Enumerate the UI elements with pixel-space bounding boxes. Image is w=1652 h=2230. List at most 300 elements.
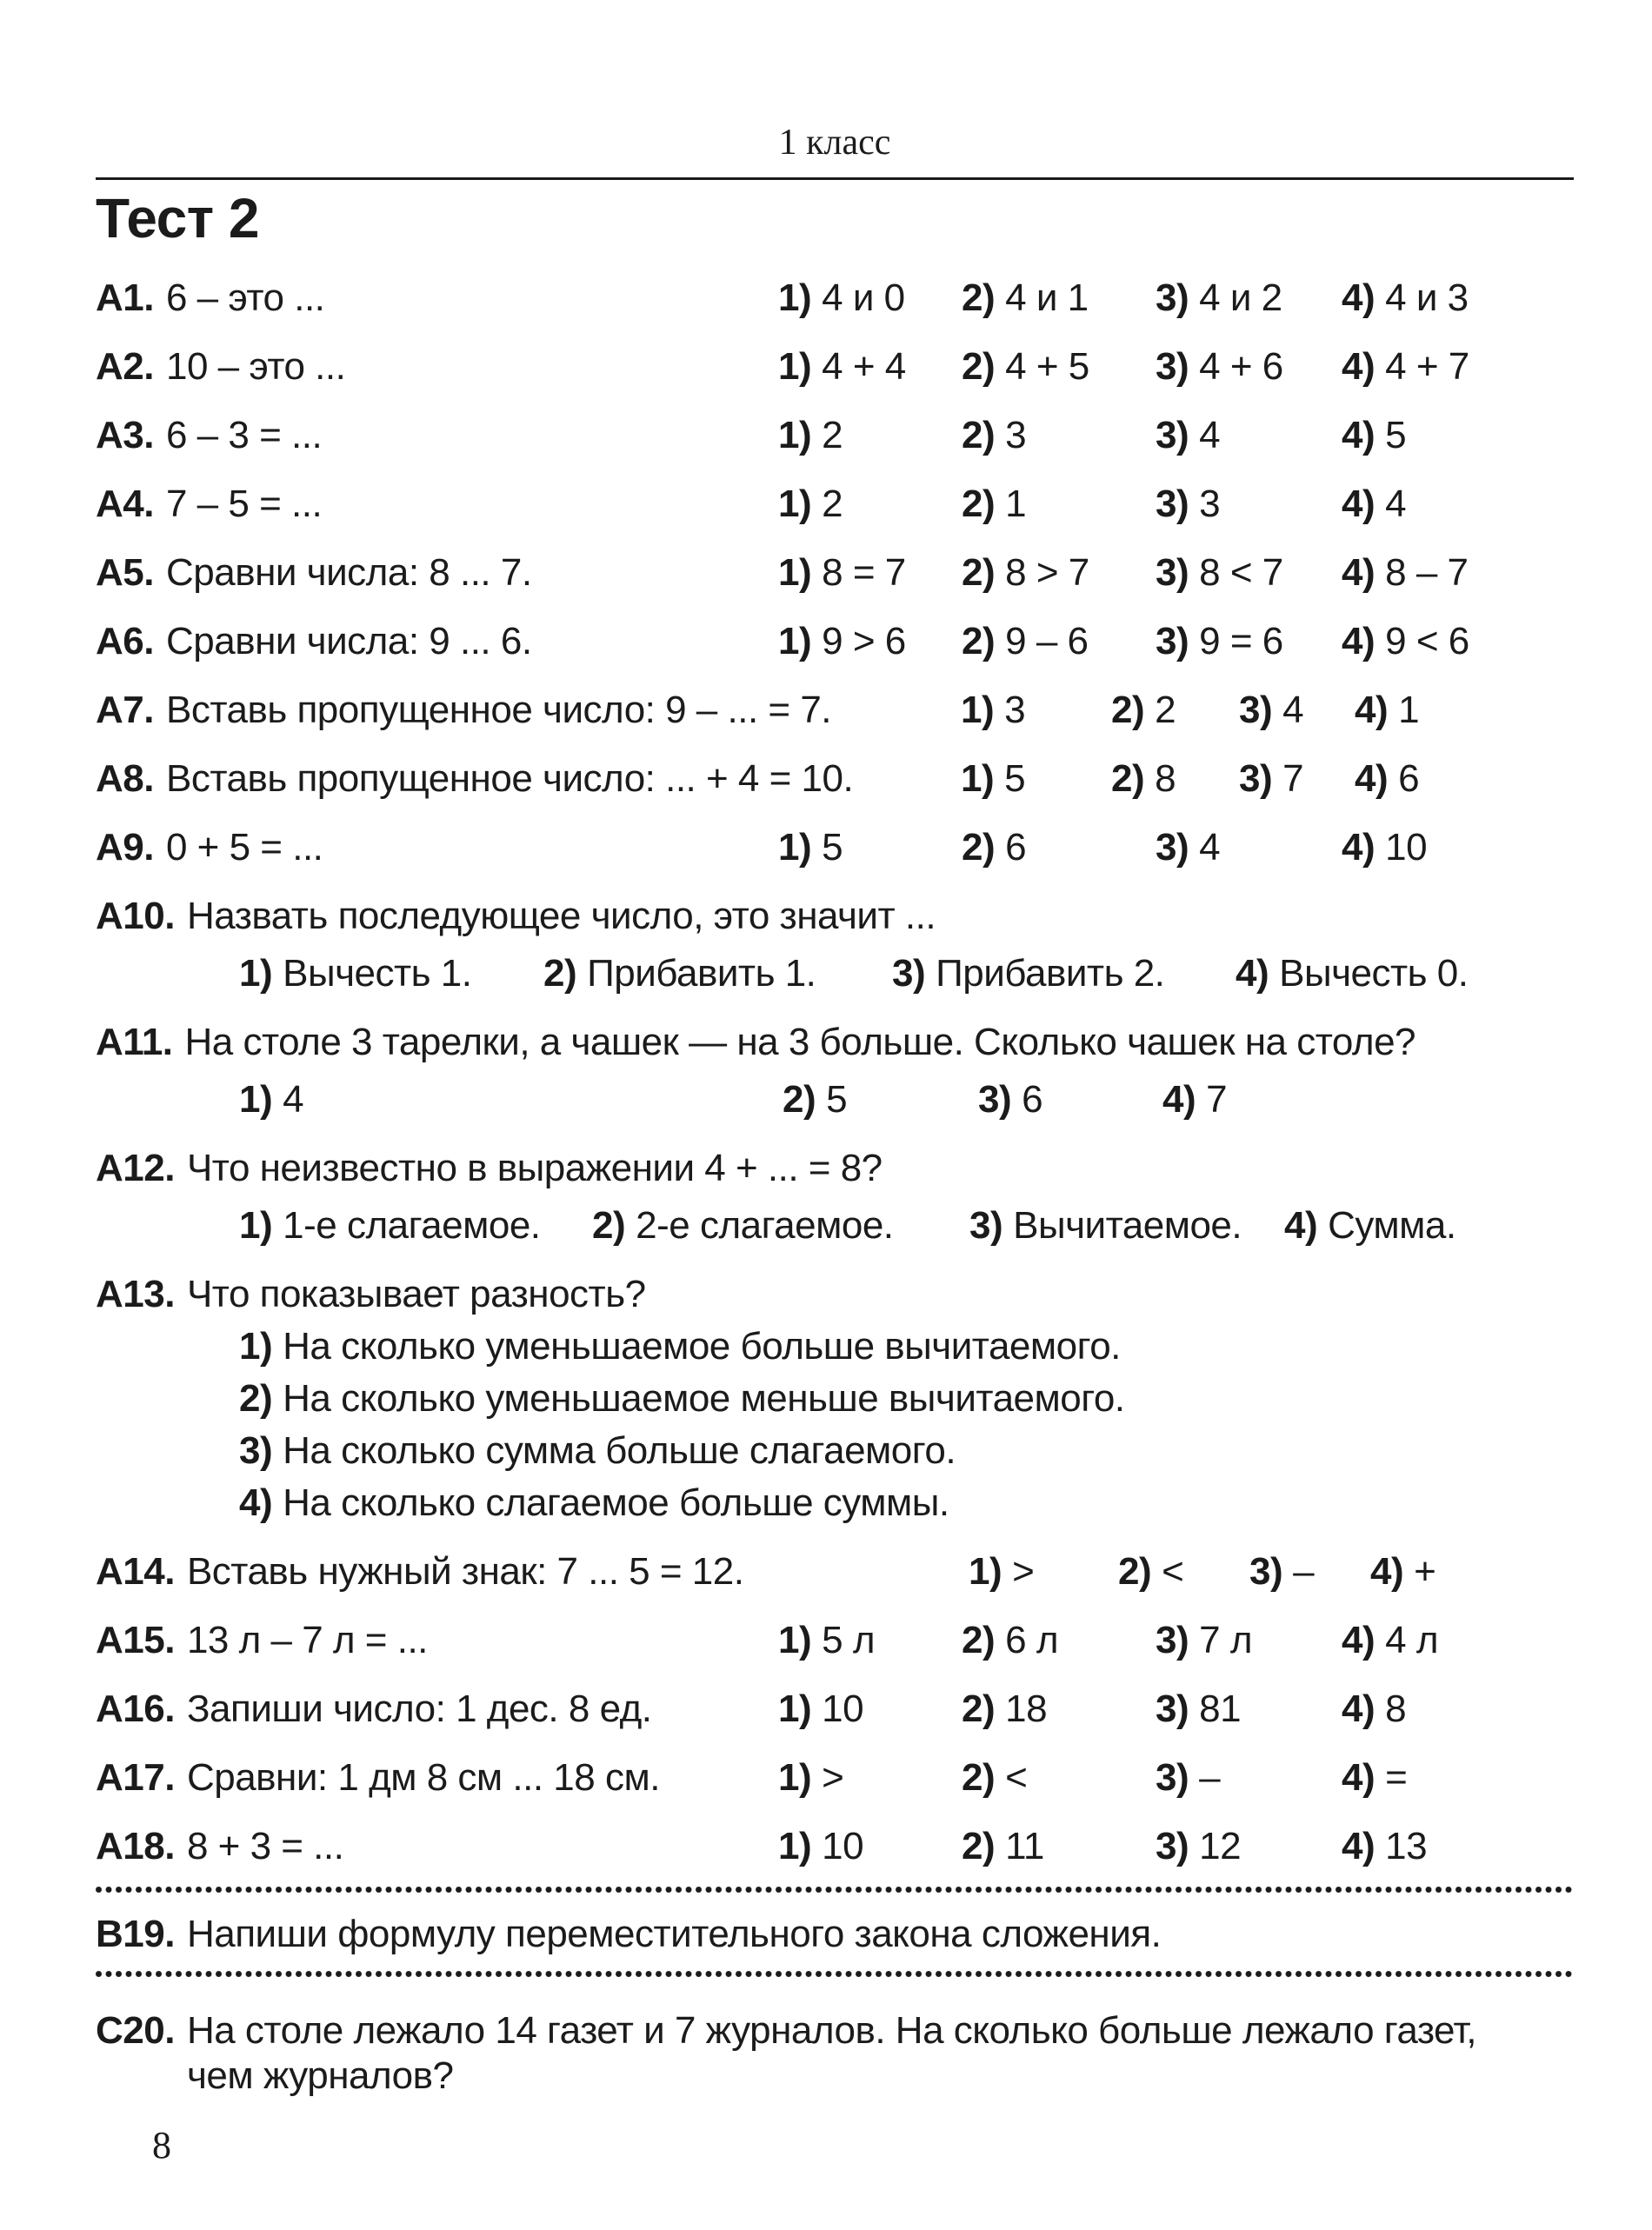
answer-option [1342, 413, 1574, 458]
answer-option [1156, 482, 1342, 527]
question-main [96, 413, 778, 458]
option-marker: 1) [778, 414, 812, 456]
option-text: Вычесть 1. [283, 952, 472, 995]
question-text: 8 + 3 = ... [186, 1825, 344, 1867]
question-text: 10 – это ... [165, 345, 346, 388]
option-marker: 4) [1342, 345, 1376, 388]
question-row-a1 [96, 276, 1574, 321]
question-id: С20. [96, 2009, 175, 2052]
option-marker: 4) [1342, 551, 1376, 594]
question-text: 6 – 3 = ... [165, 414, 323, 456]
answer-option [778, 276, 962, 321]
option-text: Вычитаемое. [1013, 1204, 1242, 1247]
option-marker: 2) [962, 826, 996, 869]
answer-option [592, 1203, 969, 1248]
answer-option [1370, 1549, 1574, 1594]
option-marker: 3) [978, 1078, 1012, 1121]
option-marker: 2) [962, 620, 996, 662]
option-text: 5 [826, 1078, 848, 1121]
option-marker: 4) [1236, 952, 1269, 995]
answer-option [969, 1203, 1284, 1248]
answer-option [1342, 1824, 1574, 1869]
question-main [96, 2008, 1574, 2099]
option-marker: 1) [969, 1550, 1003, 1593]
question-row-a15 [96, 1618, 1574, 1663]
question-id: А3. [96, 414, 154, 456]
answer-option [1249, 1549, 1370, 1594]
question-row-a3 [96, 413, 1574, 458]
answer-option [962, 1687, 1156, 1732]
option-marker: 4) [1162, 1078, 1196, 1121]
answer-option [962, 344, 1156, 389]
option-text: 5 [1004, 757, 1026, 800]
option-marker: 2) [962, 345, 996, 388]
answer-option [778, 344, 962, 389]
answer-option [1156, 1824, 1342, 1869]
option-text: 2 [822, 483, 843, 525]
question-main [96, 894, 1574, 939]
question-row-a18 [96, 1824, 1574, 1869]
option-text: 8 > 7 [1005, 551, 1089, 594]
question-id: А8. [96, 757, 154, 800]
question-text: Запиши число: 1 дес. 8 ед. [186, 1687, 652, 1730]
option-marker: 1) [239, 1204, 273, 1247]
option-marker: 2) [1111, 757, 1145, 800]
option-text: 5 [1385, 414, 1407, 456]
option-marker: 4) [1342, 1687, 1376, 1730]
answer-option [778, 825, 962, 870]
answer-option [1156, 1618, 1342, 1663]
answer-option [962, 1755, 1156, 1801]
question-row-a7 [96, 688, 1574, 733]
answer-option [892, 951, 1236, 996]
answer-option [778, 1687, 962, 1732]
option-marker: 3) [1156, 1825, 1189, 1867]
option-marker: 3) [1156, 551, 1189, 594]
question-main [96, 1912, 1574, 1957]
option-text: 8 = 7 [822, 551, 906, 594]
option-text: 6 [1005, 826, 1027, 869]
option-text: Прибавить 2. [936, 952, 1165, 995]
option-text: 12 [1199, 1825, 1242, 1867]
option-text: 9 – 6 [1005, 620, 1089, 662]
option-text: 7 [1206, 1078, 1228, 1121]
answer-option [778, 413, 962, 458]
option-marker: 3) [1239, 689, 1273, 731]
option-marker: 4) [1355, 757, 1389, 800]
option-text: 4 л [1385, 1619, 1438, 1661]
question-main [96, 344, 778, 389]
question-main [96, 276, 778, 321]
option-text: < [1005, 1756, 1028, 1799]
question-main [96, 1146, 1574, 1191]
question-row-a5 [96, 550, 1574, 596]
question-main [96, 1272, 1574, 1317]
answer-option [1162, 1077, 1574, 1122]
question-row-a17 [96, 1755, 1574, 1801]
answer-option [1355, 756, 1574, 802]
option-text: 2 [1155, 689, 1176, 731]
option-text: На сколько сумма больше слагаемого. [283, 1429, 956, 1472]
option-marker: 4) [1355, 689, 1389, 731]
option-marker: 4) [1342, 1825, 1376, 1867]
option-marker: 1) [778, 1756, 812, 1799]
question-main [96, 482, 778, 527]
option-marker: 1) [778, 483, 812, 525]
question-id: А13. [96, 1273, 175, 1315]
answer-option [96, 1428, 1574, 1474]
answer-option [1156, 1687, 1342, 1732]
option-text: 18 [1005, 1687, 1048, 1730]
option-marker: 4) [1370, 1550, 1404, 1593]
option-text: + [1414, 1550, 1436, 1593]
option-marker: 4) [1284, 1204, 1318, 1247]
option-text: 5 л [822, 1619, 875, 1661]
option-marker: 4) [239, 1481, 273, 1524]
question-id: А12. [96, 1147, 175, 1189]
page-title: Тест 2 [96, 187, 259, 250]
answer-option [239, 1077, 783, 1122]
answer-option [962, 825, 1156, 870]
option-marker: 2) [962, 483, 996, 525]
question-main [96, 619, 778, 664]
option-text: 8 [1385, 1687, 1407, 1730]
answer-option [1111, 688, 1239, 733]
question-row-a14 [96, 1549, 1574, 1594]
question-id: А11. [96, 1021, 173, 1063]
answer-option [1156, 619, 1342, 664]
question-row-a6 [96, 619, 1574, 664]
question-text: Напиши формулу переместительного закона сложения. [186, 1913, 1162, 1955]
question-id: В19. [96, 1913, 175, 1955]
option-marker: 2) [1111, 689, 1145, 731]
option-marker: 3) [1156, 483, 1189, 525]
question-text: Сравни: 1 дм 8 см ... 18 см. [186, 1756, 660, 1799]
question-id: А14. [96, 1550, 175, 1593]
answer-option [962, 482, 1156, 527]
question-text: Вставь пропущенное число: ... + 4 = 10. [165, 757, 854, 800]
option-marker: 3) [1156, 1756, 1189, 1799]
option-text: 9 = 6 [1199, 620, 1283, 662]
option-text: 4 [283, 1078, 304, 1121]
option-text: 4 [1199, 414, 1221, 456]
option-marker: 2) [543, 952, 577, 995]
option-marker: 4) [1342, 276, 1376, 319]
option-text: 1 [1398, 689, 1420, 731]
answer-option [96, 1324, 1574, 1369]
question-id: А16. [96, 1687, 175, 1730]
option-text: 5 [822, 826, 843, 869]
answer-option [1156, 1755, 1342, 1801]
question-text: Что показывает разность? [186, 1273, 646, 1315]
answer-option [1156, 550, 1342, 596]
question-block-a11 [96, 1020, 1574, 1122]
answer-option [978, 1077, 1162, 1122]
answer-options-line [96, 1077, 1574, 1122]
question-main [96, 756, 961, 802]
question-main [96, 1549, 969, 1594]
question-row-a16 [96, 1687, 1574, 1732]
option-text: 4 и 3 [1385, 276, 1469, 319]
option-marker: 2) [962, 1756, 996, 1799]
option-marker: 3) [1156, 620, 1189, 662]
question-text: Сравни числа: 9 ... 6. [165, 620, 532, 662]
option-marker: 2) [239, 1377, 273, 1420]
question-id: А6. [96, 620, 154, 662]
answer-option [1342, 344, 1574, 389]
option-marker: 3) [1156, 826, 1189, 869]
question-id: А4. [96, 483, 154, 525]
question-row-a2 [96, 344, 1574, 389]
question-id: А17. [96, 1756, 175, 1799]
option-marker: 3) [1239, 757, 1273, 800]
question-main [96, 1755, 778, 1801]
option-text: < [1162, 1550, 1184, 1593]
option-text: 4 и 2 [1199, 276, 1282, 319]
answer-option [1156, 276, 1342, 321]
option-marker: 2) [962, 414, 996, 456]
answer-option [1342, 276, 1574, 321]
option-text: 4 и 1 [1005, 276, 1089, 319]
answer-option [962, 619, 1156, 664]
question-text: Вставь пропущенное число: 9 – ... = 7. [165, 689, 832, 731]
option-text: Вычесть 0. [1279, 952, 1469, 995]
question-row-a8 [96, 756, 1574, 802]
question-block-a10 [96, 894, 1574, 996]
option-text: 9 < 6 [1385, 620, 1469, 662]
option-text: 4 + 6 [1199, 345, 1283, 388]
question-row-a9 [96, 825, 1574, 870]
answer-option [778, 482, 962, 527]
question-main [96, 1824, 778, 1869]
answer-option [961, 688, 1111, 733]
question-text: На столе лежало 14 газет и 7 журналов. На сколько больше лежало газет, чем журналов? [186, 2009, 1477, 2097]
option-text: На сколько уменьшаемое меньше вычитаемого. [283, 1377, 1125, 1420]
option-text: 6 л [1005, 1619, 1058, 1661]
question-text: Назвать последующее число, это значит ... [186, 895, 936, 937]
answer-option [778, 619, 962, 664]
option-text: 4 + 4 [822, 345, 906, 388]
answer-option [1156, 344, 1342, 389]
option-text: 10 [1385, 826, 1428, 869]
option-marker: 2) [962, 1687, 996, 1730]
option-text: 4 [1282, 689, 1304, 731]
question-main [96, 550, 778, 596]
question-id: А7. [96, 689, 154, 731]
option-text: 3 [1004, 689, 1026, 731]
option-text: 2 [822, 414, 843, 456]
answer-option [1342, 1687, 1574, 1732]
option-text: 1 [1005, 483, 1027, 525]
option-text: 9 > 6 [822, 620, 906, 662]
question-text: 6 – это ... [165, 276, 325, 319]
page-number: 8 [152, 2124, 171, 2167]
answer-options-line [96, 1203, 1574, 1248]
option-text: На сколько уменьшаемое больше вычитаемого. [283, 1325, 1121, 1368]
option-text: 8 < 7 [1199, 551, 1283, 594]
answer-option [1111, 756, 1239, 802]
option-marker: 1) [778, 1687, 812, 1730]
answer-option [778, 1824, 962, 1869]
option-marker: 3) [1249, 1550, 1283, 1593]
answer-option [962, 276, 1156, 321]
option-marker: 4) [1342, 1619, 1376, 1661]
option-marker: 2) [962, 1825, 996, 1867]
answer-option [239, 951, 543, 996]
question-id: А9. [96, 826, 154, 869]
answer-option [962, 550, 1156, 596]
option-marker: 3) [1156, 414, 1189, 456]
option-text: 4 и 0 [822, 276, 905, 319]
option-marker: 4) [1342, 620, 1376, 662]
answer-option [543, 951, 892, 996]
answer-option [1342, 550, 1574, 596]
answer-option [1342, 482, 1574, 527]
option-text: 8 – 7 [1385, 551, 1469, 594]
answer-option [778, 550, 962, 596]
option-text: 11 [1005, 1825, 1044, 1867]
question-block-a12 [96, 1146, 1574, 1248]
option-text: На сколько слагаемое больше суммы. [283, 1481, 949, 1524]
answer-option [1156, 825, 1342, 870]
option-marker: 1) [961, 757, 995, 800]
option-text: 2-е слагаемое. [636, 1204, 894, 1247]
option-marker: 1) [778, 345, 812, 388]
option-marker: 1) [778, 826, 812, 869]
option-marker: 4) [1342, 414, 1376, 456]
option-text: 10 [822, 1825, 864, 1867]
option-marker: 3) [1156, 1687, 1189, 1730]
answer-option [1342, 619, 1574, 664]
option-text: 4 [1199, 826, 1221, 869]
option-text: 1-е слагаемое. [283, 1204, 541, 1247]
answer-option [1156, 413, 1342, 458]
option-marker: 1) [778, 1619, 812, 1661]
option-marker: 3) [239, 1429, 273, 1472]
option-marker: 3) [1156, 276, 1189, 319]
question-main [96, 1020, 1574, 1065]
option-text: Прибавить 1. [587, 952, 816, 995]
answer-option [1284, 1203, 1574, 1248]
option-text: 3 [1199, 483, 1221, 525]
option-marker: 2) [962, 276, 996, 319]
option-marker: 4) [1342, 1756, 1376, 1799]
option-text: 6 [1022, 1078, 1043, 1121]
option-text: – [1199, 1756, 1221, 1799]
question-id: А15. [96, 1619, 175, 1661]
question-block-c20 [96, 2008, 1574, 2099]
option-marker: 3) [969, 1204, 1003, 1247]
question-text: 0 + 5 = ... [165, 826, 323, 869]
option-text: 7 л [1199, 1619, 1252, 1661]
answer-option [1239, 688, 1355, 733]
question-block-a13 [96, 1272, 1574, 1526]
option-marker: 2) [962, 1619, 996, 1661]
answer-option [778, 1618, 962, 1663]
option-text: 81 [1199, 1687, 1242, 1730]
question-text: 13 л – 7 л = ... [186, 1619, 428, 1661]
option-marker: 2) [962, 551, 996, 594]
option-text: Сумма. [1328, 1204, 1456, 1247]
answer-option [239, 1203, 592, 1248]
question-text: Что неизвестно в выражении 4 + ... = 8? [186, 1147, 883, 1189]
option-marker: 1) [778, 276, 812, 319]
option-text: 8 [1155, 757, 1176, 800]
dotted-separator [96, 1887, 1574, 1893]
question-text: 7 – 5 = ... [165, 483, 323, 525]
option-marker: 4) [1342, 826, 1376, 869]
answer-option [96, 1376, 1574, 1421]
option-marker: 3) [1156, 345, 1189, 388]
answer-option [778, 1755, 962, 1801]
question-text: На столе 3 тарелки, а чашек — на 3 больше. Сколько чашек на столе? [184, 1021, 1416, 1063]
option-marker: 1) [778, 620, 812, 662]
option-marker: 2) [592, 1204, 626, 1247]
option-marker: 1) [961, 689, 995, 731]
option-marker: 1) [239, 952, 273, 995]
answer-option [1355, 688, 1574, 733]
option-text: 3 [1005, 414, 1027, 456]
answer-option [1342, 825, 1574, 870]
option-marker: 1) [239, 1078, 273, 1121]
question-id: А2. [96, 345, 154, 388]
option-text: – [1293, 1550, 1315, 1593]
answer-option [961, 756, 1111, 802]
question-block-b19 [96, 1912, 1574, 1957]
question-text: Сравни числа: 8 ... 7. [165, 551, 532, 594]
option-marker: 1) [778, 1825, 812, 1867]
option-marker: 1) [778, 551, 812, 594]
answer-options-line [96, 951, 1574, 996]
option-text: 4 + 7 [1385, 345, 1469, 388]
grade-label: 1 класс [778, 123, 891, 163]
answer-option [1118, 1549, 1249, 1594]
question-text: Вставь нужный знак: 7 ... 5 = 12. [186, 1550, 744, 1593]
option-text: 7 [1282, 757, 1304, 800]
option-text: 6 [1398, 757, 1420, 800]
option-marker: 2) [1118, 1550, 1152, 1593]
answer-option [962, 413, 1156, 458]
option-marker: 2) [783, 1078, 816, 1121]
answer-option [96, 1481, 1574, 1526]
option-text: 10 [822, 1687, 864, 1730]
answer-option [1239, 756, 1355, 802]
option-marker: 4) [1342, 483, 1376, 525]
option-marker: 3) [1156, 1619, 1189, 1661]
answer-option [783, 1077, 978, 1122]
option-text: 4 + 5 [1005, 345, 1089, 388]
option-text: > [1012, 1550, 1035, 1593]
answer-option [962, 1618, 1156, 1663]
answer-option [969, 1549, 1118, 1594]
question-main [96, 825, 778, 870]
option-marker: 3) [892, 952, 926, 995]
header-divider-line [96, 177, 1574, 180]
question-id: А10. [96, 895, 175, 937]
option-text: 13 [1385, 1825, 1428, 1867]
question-main [96, 1687, 778, 1732]
question-row-a4 [96, 482, 1574, 527]
question-id: А5. [96, 551, 154, 594]
option-text: = [1385, 1756, 1408, 1799]
question-id: А1. [96, 276, 154, 319]
answer-option [1342, 1755, 1574, 1801]
question-id: А18. [96, 1825, 175, 1867]
option-text: > [822, 1756, 844, 1799]
answer-option [1236, 951, 1574, 996]
option-text: 4 [1385, 483, 1407, 525]
question-main [96, 1618, 778, 1663]
